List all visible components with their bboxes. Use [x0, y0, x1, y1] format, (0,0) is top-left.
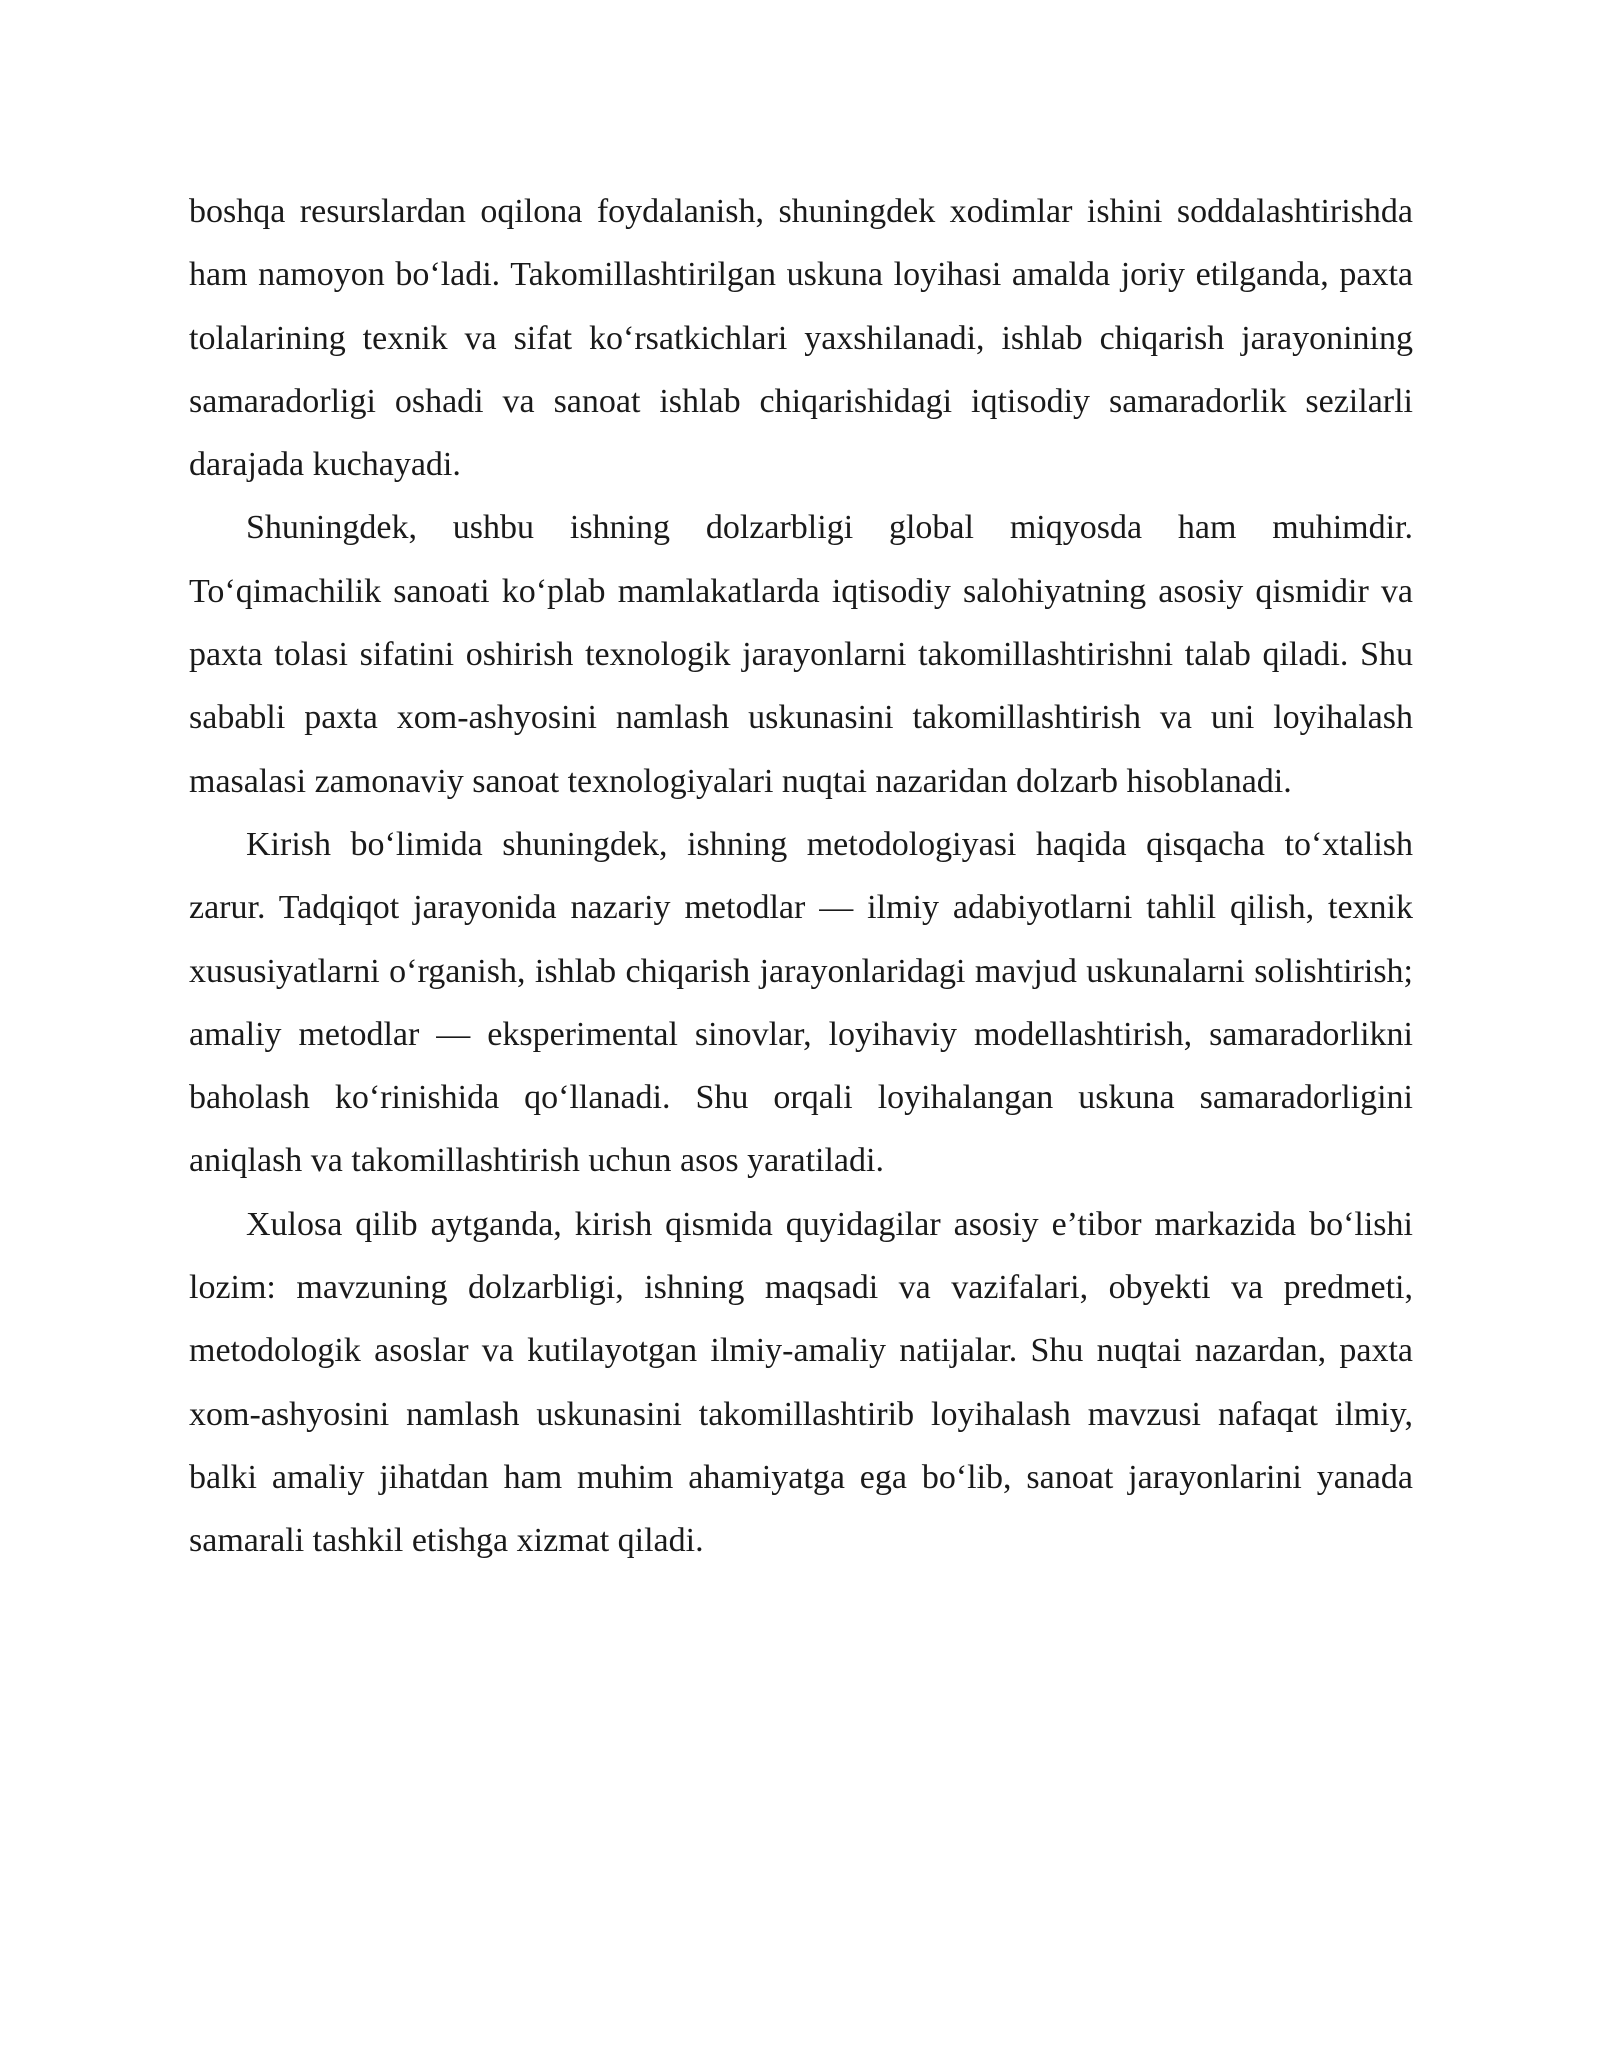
document-body — [189, 180, 1413, 1573]
paragraph-relevance: Shuningdek, ushbu ishning dolzarbligi global miqyosda ham muhimdir. To‘qimachilik sanoati ko‘plab mamlakatlarda iqtisodiy salohiyatning asosiy qismidir va paxta tolasi sifatini oshirish texnologik jarayonlarni takomillashtirishni talab qiladi. Shu sababli paxta xom-ashyosini namlash uskunasini takomillashtirish va uni loyihalash masalasi zamonaviy sanoat texnologiyalari nuqtai nazaridan dolzarb hisoblanadi. — [189, 509, 1413, 800]
paragraph-conclusion: Xulosa qilib aytganda, kirish qismida quyidagilar asosiy e’tibor markazida bo‘lishi lozim: mavzuning dolzarbligi, ishning maqsadi va vazifalari, obyekti va predmeti, metodologik asoslar va kutilayotgan ilmiy-amaliy natijalar. Shu nuqtai nazardan, paxta xom-ashyosini namlash uskunasini takomillashtirib loyihalash mavzusi nafaqat ilmiy, balki amaliy jihatdan ham muhim ahamiyatga ega bo‘lib, sanoat jarayonlarini yanada samarali tashkil etishga xizmat qiladi. — [189, 1205, 1413, 1560]
paragraph-methodology: Kirish bo‘limida shuningdek, ishning metodologiyasi haqida qisqacha to‘xtalish zarur. Tadqiqot jarayonida nazariy metodlar — ilmiy adabiyotlarni tahlil qilish, texnik xususiyatlarni o‘rganish, ishlab chiqarish jarayonlaridagi mavjud uskunalarni solishtirish; amaliy metodlar — eksperimental sinovlar, loyihaviy modellashtirish, samaradorlikni baholash ko‘rinishida qo‘llanadi. Shu orqali loyihalangan uskuna samaradorligini aniqlash va takomillashtirish uchun asos yaratiladi. — [189, 825, 1413, 1180]
paragraph-continuation: boshqa resurslardan oqilona foydalanish, shuningdek xodimlar ishini soddalashtirishda ham namoyon bo‘ladi. Takomillashtirilgan uskuna loyihasi amalda joriy etilganda, paxta tolalarining texnik va sifat ko‘rsatkichlari yaxshilanadi, ishlab chiqarish jarayonining samaradorligi oshadi va sanoat ishlab chiqarishidagi iqtisodiy samaradorlik sezilarli darajada kuchayadi. — [189, 193, 1413, 484]
